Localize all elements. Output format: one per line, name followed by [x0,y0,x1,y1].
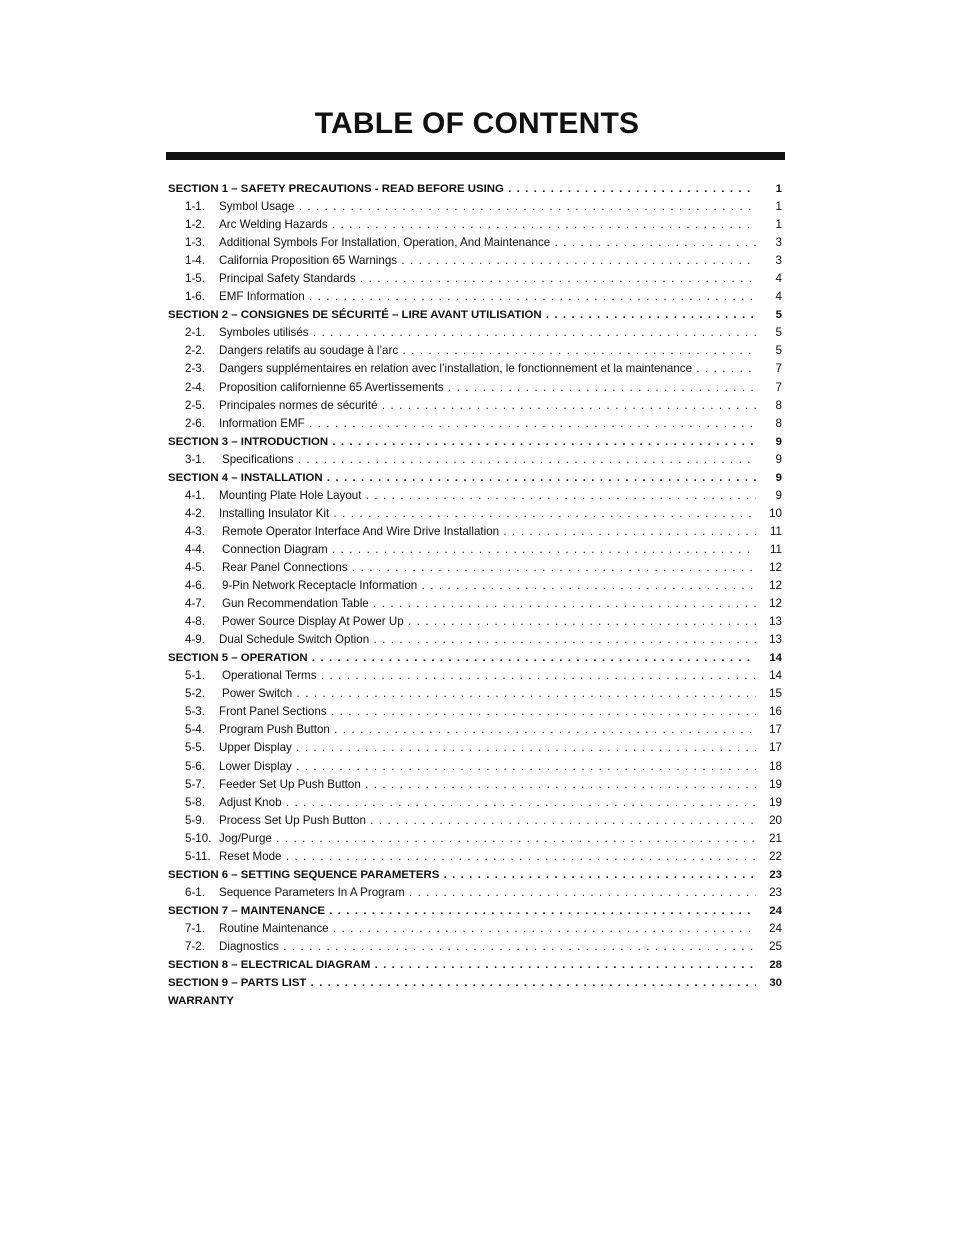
toc-warranty-entry[interactable] [168,992,784,1010]
toc-entry-title: SECTION 4 – INSTALLATION [168,471,323,484]
toc-entry-label [185,198,756,216]
toc-page-number: 13 [769,633,782,647]
toc-subsection-entry[interactable] [168,270,784,288]
toc-subsection-entry[interactable] [168,397,784,415]
toc-entry-title: Remote Operator Interface And Wire Drive Installation [222,524,500,538]
toc-entry-number: 5-8. [185,795,205,809]
toc-page-number: 10 [769,506,782,520]
toc-entry-label [185,379,756,397]
toc-entry-title: Routine Maintenance [219,921,329,935]
toc-entry-number: 5-6. [185,759,205,773]
toc-entry-title: SECTION 8 – ELECTRICAL DIAGRAM [168,959,371,972]
toc-entry-number: 5-2. [185,687,205,701]
toc-entry-title: Dual Schedule Switch Option [219,633,370,647]
toc-entry-label [185,739,756,757]
toc-page-number: 5 [775,326,782,340]
toc-entry-number: 5-1. [185,669,205,683]
toc-entry-label [185,577,756,595]
toc-entry-label [185,559,756,577]
toc-page-number: 19 [769,795,782,809]
toc-subsection-entry[interactable] [168,252,784,270]
toc-entry-label [185,342,756,360]
toc-page-number: 12 [769,579,782,593]
toc-subsection-entry[interactable] [168,631,784,649]
toc-entry-label [185,541,756,559]
toc-entry-title: Dangers relatifs au soudage à l’arc [219,344,399,358]
toc-entry-label [168,866,756,884]
toc-entry-label [168,902,756,920]
toc-subsection-entry[interactable] [168,667,784,685]
toc-entry-label [185,920,756,938]
toc-entry-number: 4-9. [185,633,205,647]
toc-page-number: 25 [769,939,782,953]
toc-entry-title: Installing Insulator Kit [219,506,330,520]
toc-section-entry[interactable] [168,306,784,324]
toc-page-number: 13 [769,615,782,629]
toc-entry-label [168,433,756,451]
toc-entry-title: Connection Diagram [222,542,328,556]
toc-page-number: 3 [775,236,782,250]
toc-entry-number: 2-2. [185,344,205,358]
toc-page-number: 5 [775,344,782,358]
toc-page-number: 11 [769,542,782,556]
toc-page-number: 24 [769,921,782,935]
toc-page-number: 14 [769,652,782,665]
toc-entry-number: 1-6. [185,290,205,304]
toc-entry-number: 5-4. [185,723,205,737]
toc-entry-label [168,649,756,667]
toc-entry-number: 4-8. [185,615,205,629]
toc-subsection-entry[interactable] [168,415,784,433]
toc-entry-title: Jog/Purge [219,831,272,845]
toc-entry-number: 1-2. [185,218,205,232]
toc-entry-label [185,848,756,866]
toc-entry-title: Information EMF [219,416,305,430]
toc-entry-title: Power Switch [222,687,293,701]
title-rule [166,152,785,160]
toc-page-number: 19 [769,777,782,791]
toc-entry-title: Power Source Display At Power Up [222,615,404,629]
toc-page-number: 9 [775,488,782,502]
toc-page-number: 22 [769,849,782,863]
toc-subsection-entry[interactable] [168,234,784,252]
toc-entry-number: 4-5. [185,560,205,574]
toc-subsection-entry[interactable] [168,198,784,216]
toc-section-entry[interactable] [168,649,784,667]
toc-entry-title: Upper Display [219,741,292,755]
toc-entry-number: 3-1. [185,452,205,466]
toc-section-entry[interactable] [168,180,784,198]
toc-section-entry[interactable] [168,974,784,992]
toc-entry-title: Process Set Up Push Button [219,813,366,827]
toc-entry-label [185,234,756,252]
toc-entry-number: 5-9. [185,813,205,827]
toc-entry-title: Adjust Knob [219,795,282,809]
toc-entry-title: Diagnostics [219,939,279,953]
toc-entry-title: SECTION 7 – MAINTENANCE [168,904,325,917]
toc-entry-title: SECTION 9 – PARTS LIST [168,977,307,990]
toc-entry-label [168,306,756,324]
toc-entry-title: California Proposition 65 Warnings [219,254,398,268]
toc-entry-number: 4-6. [185,579,205,593]
toc-page-number: 4 [775,290,782,304]
toc-page-number: 21 [769,831,782,845]
toc-page-number: 17 [769,723,782,737]
toc-entry-title: Mounting Plate Hole Layout [219,488,362,502]
toc-page-number: 1 [775,200,782,214]
toc-entry-title: Sequence Parameters In A Program [219,885,405,899]
page-title: TABLE OF CONTENTS [314,107,640,140]
toc-entry-title: Feeder Set Up Push Button [219,777,361,791]
toc-subsection-entry[interactable] [168,559,784,577]
toc-entry-label [185,324,756,342]
toc-entry-number: 5-7. [185,777,205,791]
toc-page-number: 1 [775,183,782,195]
toc-entry-label [185,758,756,776]
toc-page-number: 24 [769,904,782,917]
toc-page-number: 8 [775,398,782,412]
toc-subsection-entry[interactable] [168,758,784,776]
toc-subsection-entry[interactable] [168,884,784,902]
toc-entry-label [185,631,756,649]
toc-entry-label [185,487,756,505]
toc-entry-label [185,721,756,739]
toc-entry-number: 5-5. [185,741,205,755]
toc-page-number: 8 [775,416,782,430]
toc-entry-number: 1-3. [185,236,205,250]
toc-entry-number: 4-2. [185,506,205,520]
toc-page-number: 28 [769,959,782,972]
toc-subsection-entry[interactable] [168,721,784,739]
toc-entry-label [185,288,756,306]
table-of-contents [168,180,784,1010]
toc-entry-label [168,469,756,487]
toc-entry-label [185,595,756,613]
toc-entry-label [168,956,756,974]
toc-entry-title: Arc Welding Hazards [219,218,328,232]
toc-entry-title: Specifications [222,452,294,466]
toc-page-number: 12 [769,560,782,574]
toc-subsection-entry[interactable] [168,595,784,613]
toc-subsection-entry[interactable] [168,776,784,794]
toc-page-number: 9 [775,471,782,484]
toc-entry-label [185,415,756,433]
toc-entry-number: 1-1. [185,200,205,214]
toc-page-number: 16 [769,705,782,719]
toc-entry-title: SECTION 5 – OPERATION [168,652,308,665]
toc-section-entry[interactable] [168,956,784,974]
toc-entry-number: 1-5. [185,272,205,286]
toc-entry-label [185,397,756,415]
toc-subsection-entry[interactable] [168,360,784,378]
toc-entry-label [168,992,756,1010]
toc-subsection-entry[interactable] [168,938,784,956]
toc-entry-label [185,685,756,703]
toc-entry-title: Proposition californienne 65 Avertissements [219,380,444,394]
toc-subsection-entry[interactable] [168,541,784,559]
toc-entry-number: 7-2. [185,939,205,953]
toc-subsection-entry[interactable] [168,739,784,757]
toc-subsection-entry[interactable] [168,920,784,938]
toc-entry-number: 5-3. [185,705,205,719]
toc-page-number: 20 [769,813,782,827]
toc-entry-number: 4-3. [185,524,205,538]
toc-entry-title: Dangers supplémentaires en relation avec l’installation, le fonctionnement et la maintenance [219,362,693,376]
toc-entry-label [185,360,756,378]
toc-entry-number: 5-10. [185,831,212,845]
toc-subsection-entry[interactable] [168,451,784,469]
toc-subsection-entry[interactable] [168,523,784,541]
toc-entry-number: 5-11. [185,849,211,863]
toc-subsection-entry[interactable] [168,342,784,360]
toc-page-number: 3 [775,254,782,268]
toc-entry-title: SECTION 2 – CONSIGNES DE SÉCURITÉ – LIRE AVANT UTILISATION [168,309,542,322]
toc-entry-label [185,776,756,794]
toc-subsection-entry[interactable] [168,703,784,721]
toc-page-number: 23 [769,868,782,881]
toc-entry-title: Front Panel Sections [219,705,327,719]
toc-entry-title: WARRANTY [168,995,234,1008]
toc-entry-title: SECTION 3 – INTRODUCTION [168,435,329,448]
toc-entry-label [185,884,756,902]
toc-section-entry[interactable] [168,902,784,920]
toc-entry-label [185,252,756,270]
toc-entry-label [168,974,756,992]
toc-subsection-entry[interactable] [168,577,784,595]
toc-page-number: 23 [769,885,782,899]
toc-page-number: 11 [769,524,782,538]
toc-entry-label [185,667,756,685]
toc-entry-label [185,216,756,234]
toc-subsection-entry[interactable] [168,794,784,812]
toc-entry-number: 4-1. [185,488,205,502]
toc-page-number: 17 [769,741,782,755]
toc-entry-title: Operational Terms [222,669,317,683]
toc-entry-label [168,180,756,198]
toc-page-number: 30 [769,977,782,990]
toc-page-number: 9 [775,452,782,466]
toc-entry-number: 2-1. [185,326,205,340]
toc-entry-label [185,451,756,469]
toc-entry-title: SECTION 1 – SAFETY PRECAUTIONS - READ BEFORE USING [168,183,504,195]
toc-entry-title: SECTION 6 – SETTING SEQUENCE PARAMETERS [168,868,440,881]
toc-page-number: 9 [775,435,782,448]
toc-entry-label [185,523,756,541]
toc-entry-label [185,812,756,830]
toc-page-number: 7 [775,362,782,376]
toc-entry-title: Symboles utilisés [219,326,309,340]
toc-entry-number: 4-7. [185,597,205,611]
toc-page-number: 1 [775,218,782,232]
toc-entry-title: Additional Symbols For Installation, Operation, And Maintenance [219,236,551,250]
toc-entry-title: Principales normes de sécurité [219,398,378,412]
toc-entry-title: Symbol Usage [219,200,295,214]
toc-subsection-entry[interactable] [168,324,784,342]
toc-entry-number: 6-1. [185,885,205,899]
toc-entry-title: EMF Information [219,290,305,304]
toc-entry-number: 4-4. [185,542,205,556]
toc-entry-label [185,613,756,631]
toc-entry-title: Principal Safety Standards [219,272,356,286]
toc-section-entry[interactable] [168,469,784,487]
toc-entry-title: Rear Panel Connections [222,560,348,574]
toc-subsection-entry[interactable] [168,613,784,631]
toc-entry-number: 7-1. [185,921,205,935]
toc-entry-number: 2-5. [185,398,205,412]
toc-entry-label [185,794,756,812]
toc-entry-label [185,270,756,288]
toc-page-number: 4 [775,272,782,286]
toc-entry-number: 2-6. [185,416,205,430]
toc-entry-label [185,703,756,721]
toc-entry-title: Program Push Button [219,723,330,737]
toc-entry-title: Gun Recommendation Table [222,597,369,611]
toc-subsection-entry[interactable] [168,288,784,306]
toc-entry-title: 9-Pin Network Receptacle Information [222,579,418,593]
toc-page-number: 18 [769,759,782,773]
toc-subsection-entry[interactable] [168,830,784,848]
toc-subsection-entry[interactable] [168,379,784,397]
toc-section-entry[interactable] [168,866,784,884]
toc-entry-label [185,505,756,523]
toc-subsection-entry[interactable] [168,505,784,523]
toc-entry-title: Lower Display [219,759,292,773]
toc-entry-label [185,938,756,956]
toc-entry-number: 1-4. [185,254,205,268]
toc-page-number: 15 [769,687,782,701]
toc-section-entry[interactable] [168,433,784,451]
toc-subsection-entry[interactable] [168,812,784,830]
toc-subsection-entry[interactable] [168,848,784,866]
toc-subsection-entry[interactable] [168,487,784,505]
toc-page-number: 12 [769,597,782,611]
toc-subsection-entry[interactable] [168,685,784,703]
toc-entry-label [185,830,756,848]
toc-page-number: 14 [769,669,782,683]
toc-entry-number: 2-3. [185,362,205,376]
toc-entry-title: Reset Mode [219,849,282,863]
toc-entry-number: 2-4. [185,380,205,394]
toc-page-number: 7 [775,380,782,394]
toc-page-number: 5 [775,309,782,322]
toc-subsection-entry[interactable] [168,216,784,234]
